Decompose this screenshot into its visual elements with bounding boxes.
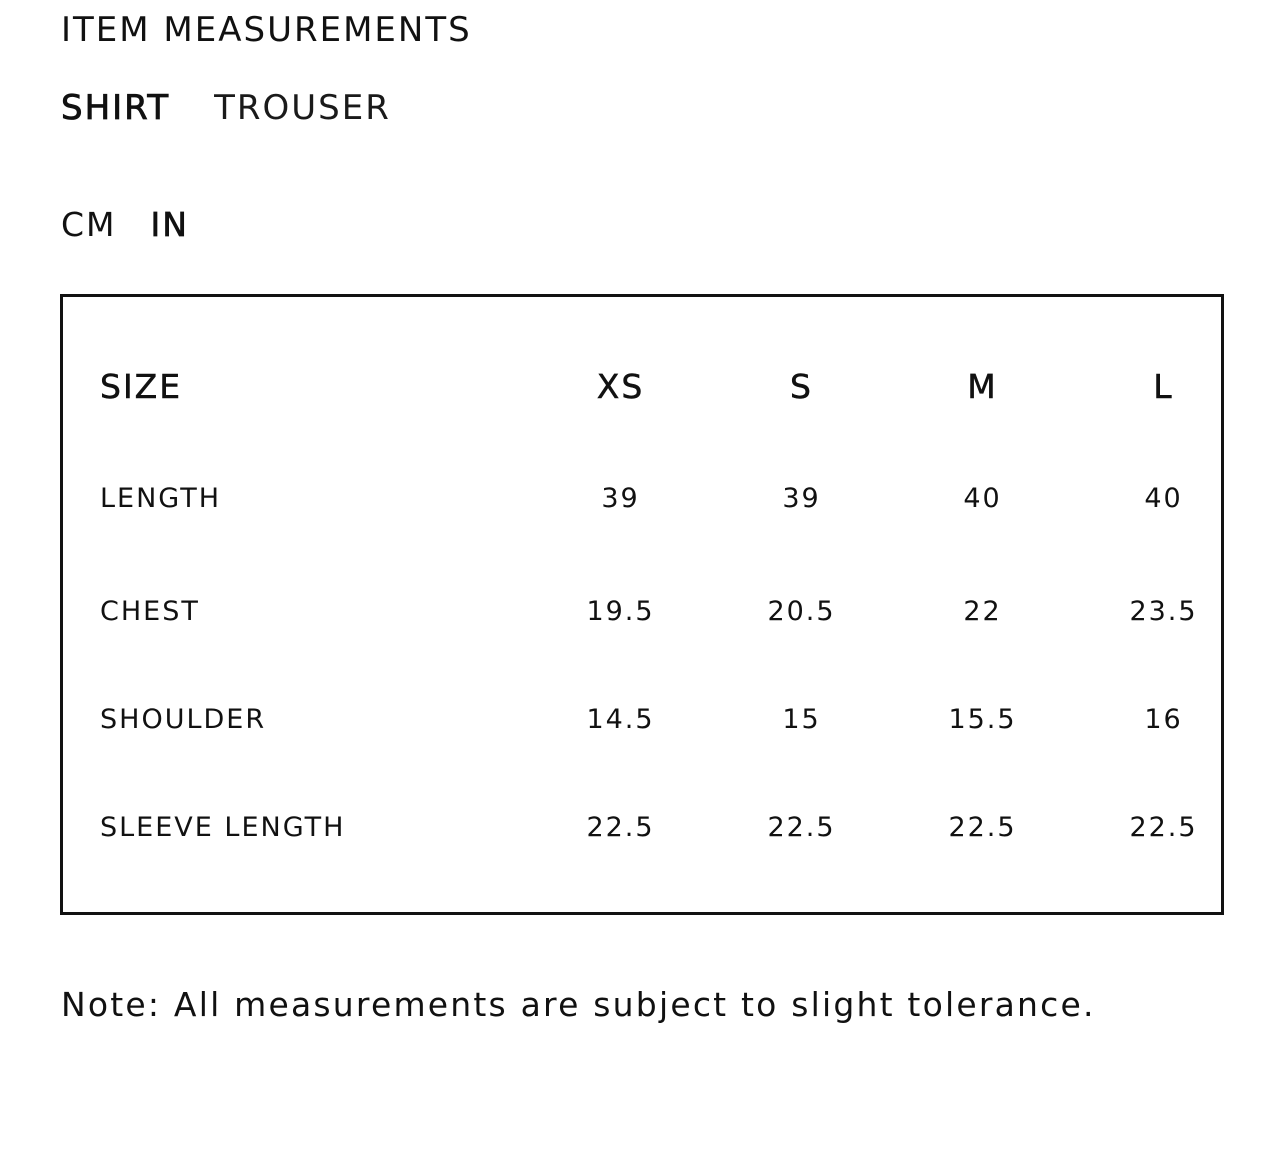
row-label: SHOULDER [100,703,267,735]
table-cell: 22.5 [1129,811,1198,843]
table-cell: 20.5 [767,595,836,627]
table-cell: 15.5 [948,703,1017,735]
table-cell: 16 [1144,703,1183,735]
garment-tabs [61,88,391,128]
row-label: SLEEVE LENGTH [100,811,346,843]
table-header-row [100,333,1254,439]
unit-cm-button[interactable]: CM [61,205,117,244]
table-cell: 22.5 [767,811,836,843]
measurements-table [100,333,1254,881]
table-cell: 19.5 [586,595,655,627]
size-column-header: M [967,366,998,406]
table-cell: 23.5 [1129,595,1198,627]
table-cell: 22.5 [948,811,1017,843]
table-row [100,439,1254,557]
row-label: CHEST [100,595,200,627]
page-title: ITEM MEASUREMENTS [61,10,472,50]
tab-trouser[interactable]: TROUSER [214,88,391,128]
table-cell: 15 [782,703,821,735]
size-header: SIZE [100,366,183,406]
unit-in-button[interactable]: IN [150,205,189,244]
tolerance-note: Note: All measurements are subject to slight tolerance. [61,985,1096,1024]
table-cell: 40 [963,482,1002,514]
table-cell: 39 [601,482,640,514]
size-column-header: XS [596,366,645,406]
row-label: LENGTH [100,482,222,514]
table-cell: 22.5 [586,811,655,843]
size-column-header: S [790,366,813,406]
table-row [100,665,1254,773]
unit-toggle [61,205,189,245]
table-cell: 22 [963,595,1002,627]
table-cell: 40 [1144,482,1183,514]
table-row [100,557,1254,665]
table-row [100,773,1254,881]
size-column-header: L [1153,366,1174,406]
measurements-table-box [60,294,1224,915]
table-cell: 14.5 [586,703,655,735]
tab-shirt[interactable]: SHIRT [61,88,171,128]
table-cell: 39 [782,482,821,514]
